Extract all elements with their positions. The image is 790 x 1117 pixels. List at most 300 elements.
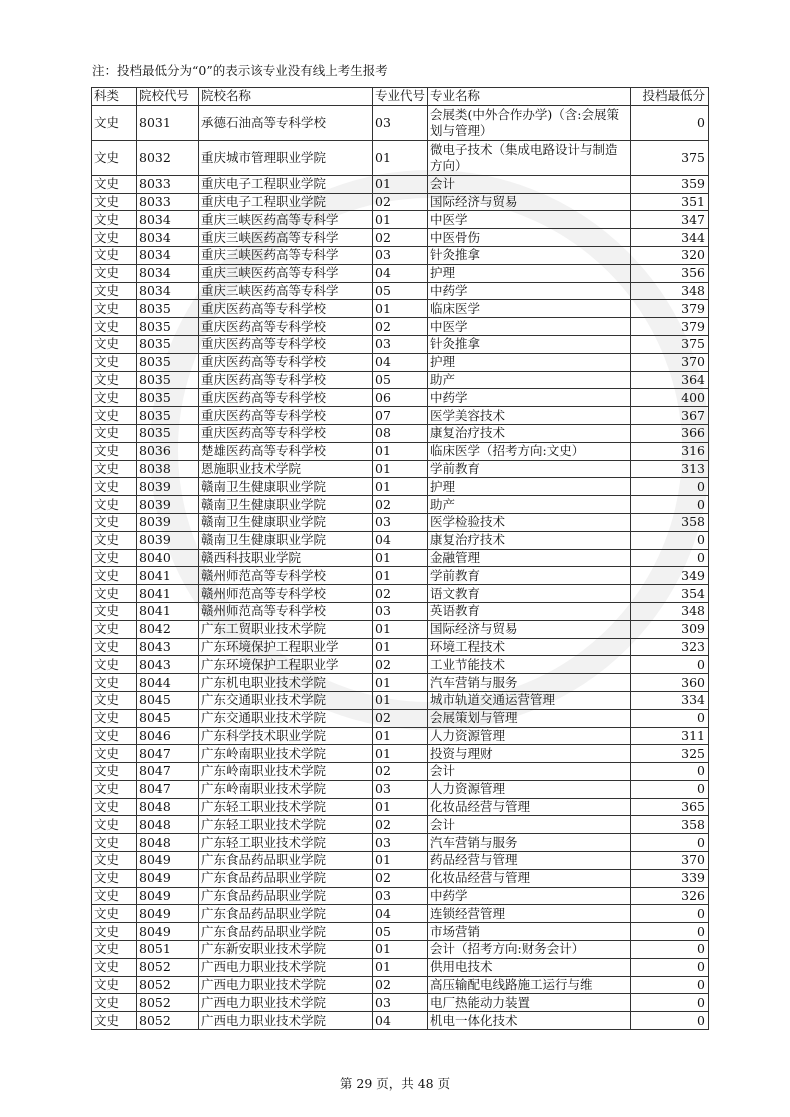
min-score-cell: 0 xyxy=(631,941,709,959)
major-name-cell: 城市轨道交通运营管理 xyxy=(428,691,631,709)
school-code-cell: 8052 xyxy=(137,958,199,976)
school-name-cell: 广东交通职业技术学院 xyxy=(199,691,373,709)
major-name-cell: 中药学 xyxy=(428,389,631,407)
school-code-cell: 8040 xyxy=(137,549,199,567)
school-code-cell: 8052 xyxy=(137,1012,199,1030)
category-cell: 文史 xyxy=(92,958,137,976)
school-name-cell: 广东轻工职业技术学院 xyxy=(199,798,373,816)
major-code-cell: 02 xyxy=(373,656,428,674)
table-header-row xyxy=(92,88,709,106)
major-code-cell: 04 xyxy=(373,353,428,371)
major-name-cell: 人力资源管理 xyxy=(428,727,631,745)
major-code-cell: 02 xyxy=(373,869,428,887)
min-score-cell: 344 xyxy=(631,229,709,247)
school-code-cell: 8035 xyxy=(137,371,199,389)
school-code-cell: 8039 xyxy=(137,531,199,549)
major-name-cell: 临床医学 xyxy=(428,300,631,318)
min-score-cell: 347 xyxy=(631,211,709,229)
school-name-cell: 承德石油高等专科学校 xyxy=(199,105,373,140)
category-cell: 文史 xyxy=(92,211,137,229)
category-cell: 文史 xyxy=(92,976,137,994)
min-score-cell: 0 xyxy=(631,105,709,140)
school-code-cell: 8042 xyxy=(137,620,199,638)
category-cell: 文史 xyxy=(92,1012,137,1030)
school-name-cell: 重庆三峡医药高等专科学 xyxy=(199,264,373,282)
category-cell: 文史 xyxy=(92,424,137,442)
category-cell: 文史 xyxy=(92,709,137,727)
table-row xyxy=(92,567,709,585)
table-row xyxy=(92,691,709,709)
category-cell: 文史 xyxy=(92,727,137,745)
table-row xyxy=(92,905,709,923)
page-note: 注：投档最低分为“0”的表示该专业没有线上考生报考 xyxy=(92,63,388,78)
major-name-cell: 助产 xyxy=(428,496,631,514)
table-row xyxy=(92,264,709,282)
table-row xyxy=(92,869,709,887)
table-row xyxy=(92,229,709,247)
category-cell: 文史 xyxy=(92,923,137,941)
table-row xyxy=(92,923,709,941)
min-score-cell: 349 xyxy=(631,567,709,585)
table-row xyxy=(92,585,709,603)
school-name-cell: 广东新安职业技术学院 xyxy=(199,941,373,959)
table-row xyxy=(92,958,709,976)
school-name-cell: 广东工贸职业技术学院 xyxy=(199,620,373,638)
header-major-name: 专业名称 xyxy=(428,88,631,106)
major-name-cell: 会计 xyxy=(428,763,631,781)
min-score-cell: 320 xyxy=(631,246,709,264)
category-cell: 文史 xyxy=(92,460,137,478)
major-code-cell: 01 xyxy=(373,691,428,709)
school-code-cell: 8034 xyxy=(137,282,199,300)
category-cell: 文史 xyxy=(92,140,137,175)
table-row xyxy=(92,709,709,727)
major-code-cell: 03 xyxy=(373,335,428,353)
school-name-cell: 广东轻工职业技术学院 xyxy=(199,834,373,852)
school-code-cell: 8048 xyxy=(137,816,199,834)
min-score-cell: 400 xyxy=(631,389,709,407)
school-name-cell: 广东食品药品职业学院 xyxy=(199,887,373,905)
school-name-cell: 楚雄医药高等专科学校 xyxy=(199,442,373,460)
school-code-cell: 8038 xyxy=(137,460,199,478)
category-cell: 文史 xyxy=(92,442,137,460)
major-name-cell: 康复治疗技术 xyxy=(428,424,631,442)
school-name-cell: 广东机电职业技术学院 xyxy=(199,674,373,692)
min-score-cell: 0 xyxy=(631,780,709,798)
category-cell: 文史 xyxy=(92,282,137,300)
major-code-cell: 01 xyxy=(373,958,428,976)
major-name-cell: 会展类(中外合作办学)（含:会展策划与管理） xyxy=(428,105,631,140)
table-row xyxy=(92,1012,709,1030)
table-row xyxy=(92,105,709,140)
school-code-cell: 8036 xyxy=(137,442,199,460)
major-code-cell: 04 xyxy=(373,264,428,282)
major-name-cell: 化妆品经营与管理 xyxy=(428,798,631,816)
major-code-cell: 01 xyxy=(373,567,428,585)
category-cell: 文史 xyxy=(92,852,137,870)
major-name-cell: 连锁经营管理 xyxy=(428,905,631,923)
table-row xyxy=(92,674,709,692)
school-code-cell: 8035 xyxy=(137,318,199,336)
school-name-cell: 广东交通职业技术学院 xyxy=(199,709,373,727)
category-cell: 文史 xyxy=(92,745,137,763)
major-code-cell: 01 xyxy=(373,941,428,959)
min-score-cell: 375 xyxy=(631,335,709,353)
major-code-cell: 01 xyxy=(373,620,428,638)
table-row xyxy=(92,175,709,193)
school-code-cell: 8049 xyxy=(137,905,199,923)
table-row xyxy=(92,496,709,514)
school-code-cell: 8035 xyxy=(137,300,199,318)
major-code-cell: 01 xyxy=(373,727,428,745)
category-cell: 文史 xyxy=(92,798,137,816)
school-code-cell: 8033 xyxy=(137,175,199,193)
school-name-cell: 重庆医药高等专科学校 xyxy=(199,300,373,318)
major-name-cell: 英语教育 xyxy=(428,602,631,620)
school-code-cell: 8051 xyxy=(137,941,199,959)
major-name-cell: 助产 xyxy=(428,371,631,389)
school-name-cell: 广东轻工职业技术学院 xyxy=(199,816,373,834)
major-name-cell: 康复治疗技术 xyxy=(428,531,631,549)
school-code-cell: 8041 xyxy=(137,567,199,585)
major-name-cell: 临床医学（招考方向:文史） xyxy=(428,442,631,460)
table-row xyxy=(92,442,709,460)
major-code-cell: 03 xyxy=(373,887,428,905)
major-code-cell: 03 xyxy=(373,105,428,140)
major-code-cell: 02 xyxy=(373,709,428,727)
major-code-cell: 06 xyxy=(373,389,428,407)
major-code-cell: 05 xyxy=(373,371,428,389)
major-name-cell: 中医骨伤 xyxy=(428,229,631,247)
major-name-cell: 学前教育 xyxy=(428,460,631,478)
school-code-cell: 8048 xyxy=(137,798,199,816)
major-name-cell: 会计（招考方向:财务会计） xyxy=(428,941,631,959)
major-code-cell: 01 xyxy=(373,549,428,567)
category-cell: 文史 xyxy=(92,513,137,531)
min-score-cell: 326 xyxy=(631,887,709,905)
school-code-cell: 8034 xyxy=(137,246,199,264)
table-row xyxy=(92,513,709,531)
school-code-cell: 8049 xyxy=(137,869,199,887)
school-code-cell: 8049 xyxy=(137,852,199,870)
major-name-cell: 高压输配电线路施工运行与维 xyxy=(428,976,631,994)
major-code-cell: 01 xyxy=(373,798,428,816)
min-score-cell: 0 xyxy=(631,1012,709,1030)
school-name-cell: 广东食品药品职业学院 xyxy=(199,852,373,870)
major-code-cell: 02 xyxy=(373,585,428,603)
school-code-cell: 8044 xyxy=(137,674,199,692)
major-code-cell: 01 xyxy=(373,460,428,478)
school-code-cell: 8045 xyxy=(137,709,199,727)
school-name-cell: 重庆医药高等专科学校 xyxy=(199,407,373,425)
category-cell: 文史 xyxy=(92,887,137,905)
school-code-cell: 8047 xyxy=(137,780,199,798)
major-name-cell: 语文教育 xyxy=(428,585,631,603)
min-score-cell: 366 xyxy=(631,424,709,442)
table-row xyxy=(92,282,709,300)
major-code-cell: 04 xyxy=(373,905,428,923)
table-row xyxy=(92,246,709,264)
school-code-cell: 8049 xyxy=(137,923,199,941)
major-name-cell: 汽车营销与服务 xyxy=(428,674,631,692)
category-cell: 文史 xyxy=(92,246,137,264)
major-name-cell: 机电一体化技术 xyxy=(428,1012,631,1030)
school-name-cell: 重庆城市管理职业学院 xyxy=(199,140,373,175)
category-cell: 文史 xyxy=(92,175,137,193)
school-name-cell: 重庆电子工程职业学院 xyxy=(199,193,373,211)
min-score-cell: 0 xyxy=(631,763,709,781)
page-footer: 第 29 页，共 48 页 xyxy=(339,1076,451,1091)
min-score-cell: 0 xyxy=(631,994,709,1012)
school-name-cell: 重庆三峡医药高等专科学 xyxy=(199,282,373,300)
category-cell: 文史 xyxy=(92,941,137,959)
min-score-cell: 356 xyxy=(631,264,709,282)
table-row xyxy=(92,300,709,318)
school-name-cell: 恩施职业技术学院 xyxy=(199,460,373,478)
category-cell: 文史 xyxy=(92,300,137,318)
major-name-cell: 投资与理财 xyxy=(428,745,631,763)
category-cell: 文史 xyxy=(92,229,137,247)
min-score-cell: 370 xyxy=(631,852,709,870)
major-code-cell: 01 xyxy=(373,300,428,318)
table-row xyxy=(92,424,709,442)
major-code-cell: 03 xyxy=(373,994,428,1012)
school-code-cell: 8035 xyxy=(137,424,199,442)
min-score-cell: 316 xyxy=(631,442,709,460)
min-score-cell: 0 xyxy=(631,656,709,674)
min-score-cell: 0 xyxy=(631,834,709,852)
category-cell: 文史 xyxy=(92,691,137,709)
min-score-cell: 348 xyxy=(631,282,709,300)
school-name-cell: 广东岭南职业技术学院 xyxy=(199,745,373,763)
school-code-cell: 8034 xyxy=(137,264,199,282)
major-name-cell: 会展策划与管理 xyxy=(428,709,631,727)
school-code-cell: 8049 xyxy=(137,887,199,905)
major-code-cell: 05 xyxy=(373,282,428,300)
school-name-cell: 赣南卫生健康职业学院 xyxy=(199,531,373,549)
school-name-cell: 赣南卫生健康职业学院 xyxy=(199,496,373,514)
min-score-cell: 313 xyxy=(631,460,709,478)
major-code-cell: 01 xyxy=(373,745,428,763)
school-code-cell: 8032 xyxy=(137,140,199,175)
category-cell: 文史 xyxy=(92,780,137,798)
category-cell: 文史 xyxy=(92,193,137,211)
category-cell: 文史 xyxy=(92,371,137,389)
category-cell: 文史 xyxy=(92,869,137,887)
min-score-cell: 0 xyxy=(631,923,709,941)
major-name-cell: 会计 xyxy=(428,175,631,193)
major-code-cell: 01 xyxy=(373,674,428,692)
major-code-cell: 01 xyxy=(373,638,428,656)
header-category: 科类 xyxy=(92,88,137,106)
major-name-cell: 会计 xyxy=(428,816,631,834)
school-code-cell: 8034 xyxy=(137,211,199,229)
major-code-cell: 04 xyxy=(373,531,428,549)
school-name-cell: 赣州师范高等专科学校 xyxy=(199,567,373,585)
school-name-cell: 重庆医药高等专科学校 xyxy=(199,318,373,336)
table-row xyxy=(92,994,709,1012)
min-score-cell: 0 xyxy=(631,478,709,496)
major-name-cell: 微电子技术（集成电路设计与制造方向） xyxy=(428,140,631,175)
major-name-cell: 供用电技术 xyxy=(428,958,631,976)
min-score-cell: 0 xyxy=(631,496,709,514)
min-score-cell: 375 xyxy=(631,140,709,175)
category-cell: 文史 xyxy=(92,496,137,514)
table-row xyxy=(92,460,709,478)
min-score-cell: 354 xyxy=(631,585,709,603)
school-name-cell: 重庆电子工程职业学院 xyxy=(199,175,373,193)
table-row xyxy=(92,335,709,353)
table-row xyxy=(92,976,709,994)
min-score-cell: 0 xyxy=(631,549,709,567)
category-cell: 文史 xyxy=(92,638,137,656)
major-name-cell: 电厂热能动力装置 xyxy=(428,994,631,1012)
min-score-cell: 0 xyxy=(631,709,709,727)
major-code-cell: 02 xyxy=(373,496,428,514)
school-name-cell: 广西电力职业技术学院 xyxy=(199,994,373,1012)
school-name-cell: 重庆三峡医药高等专科学 xyxy=(199,246,373,264)
major-code-cell: 02 xyxy=(373,229,428,247)
header-major-code: 专业代号 xyxy=(373,88,428,106)
table-row xyxy=(92,745,709,763)
major-code-cell: 03 xyxy=(373,513,428,531)
major-name-cell: 医学检验技术 xyxy=(428,513,631,531)
min-score-cell: 365 xyxy=(631,798,709,816)
table-row xyxy=(92,549,709,567)
school-code-cell: 8039 xyxy=(137,513,199,531)
table-row xyxy=(92,140,709,175)
min-score-cell: 325 xyxy=(631,745,709,763)
major-code-cell: 03 xyxy=(373,834,428,852)
major-name-cell: 护理 xyxy=(428,478,631,496)
category-cell: 文史 xyxy=(92,389,137,407)
school-name-cell: 重庆医药高等专科学校 xyxy=(199,335,373,353)
school-code-cell: 8041 xyxy=(137,602,199,620)
school-code-cell: 8047 xyxy=(137,745,199,763)
min-score-cell: 358 xyxy=(631,816,709,834)
school-name-cell: 广西电力职业技术学院 xyxy=(199,1012,373,1030)
major-code-cell: 02 xyxy=(373,763,428,781)
major-name-cell: 医学美容技术 xyxy=(428,407,631,425)
min-score-cell: 367 xyxy=(631,407,709,425)
major-code-cell: 03 xyxy=(373,246,428,264)
school-code-cell: 8045 xyxy=(137,691,199,709)
table-row xyxy=(92,602,709,620)
category-cell: 文史 xyxy=(92,585,137,603)
major-name-cell: 中医学 xyxy=(428,318,631,336)
school-code-cell: 8043 xyxy=(137,656,199,674)
min-score-cell: 334 xyxy=(631,691,709,709)
school-name-cell: 广东食品药品职业学院 xyxy=(199,923,373,941)
table-row xyxy=(92,941,709,959)
school-code-cell: 8043 xyxy=(137,638,199,656)
category-cell: 文史 xyxy=(92,407,137,425)
major-code-cell: 04 xyxy=(373,1012,428,1030)
min-score-cell: 0 xyxy=(631,976,709,994)
min-score-cell: 348 xyxy=(631,602,709,620)
category-cell: 文史 xyxy=(92,105,137,140)
school-name-cell: 广东食品药品职业学院 xyxy=(199,869,373,887)
min-score-cell: 364 xyxy=(631,371,709,389)
category-cell: 文史 xyxy=(92,656,137,674)
table-row xyxy=(92,798,709,816)
min-score-cell: 359 xyxy=(631,175,709,193)
school-code-cell: 8035 xyxy=(137,389,199,407)
category-cell: 文史 xyxy=(92,549,137,567)
major-name-cell: 工业节能技术 xyxy=(428,656,631,674)
table-row xyxy=(92,656,709,674)
table-row xyxy=(92,887,709,905)
major-name-cell: 汽车营销与服务 xyxy=(428,834,631,852)
table-row xyxy=(92,371,709,389)
school-name-cell: 广东环境保护工程职业学 xyxy=(199,638,373,656)
school-name-cell: 赣西科技职业学院 xyxy=(199,549,373,567)
school-name-cell: 广西电力职业技术学院 xyxy=(199,976,373,994)
school-code-cell: 8046 xyxy=(137,727,199,745)
school-code-cell: 8033 xyxy=(137,193,199,211)
major-code-cell: 01 xyxy=(373,211,428,229)
table-row xyxy=(92,193,709,211)
major-name-cell: 人力资源管理 xyxy=(428,780,631,798)
min-score-cell: 0 xyxy=(631,531,709,549)
category-cell: 文史 xyxy=(92,531,137,549)
school-code-cell: 8039 xyxy=(137,496,199,514)
min-score-cell: 0 xyxy=(631,958,709,976)
category-cell: 文史 xyxy=(92,602,137,620)
school-code-cell: 8031 xyxy=(137,105,199,140)
major-code-cell: 08 xyxy=(373,424,428,442)
school-code-cell: 8052 xyxy=(137,976,199,994)
min-score-cell: 309 xyxy=(631,620,709,638)
major-name-cell: 国际经济与贸易 xyxy=(428,620,631,638)
school-code-cell: 8034 xyxy=(137,229,199,247)
header-school-name: 院校名称 xyxy=(199,88,373,106)
table-row xyxy=(92,407,709,425)
school-name-cell: 重庆医药高等专科学校 xyxy=(199,353,373,371)
category-cell: 文史 xyxy=(92,264,137,282)
admission-score-table xyxy=(91,87,709,1030)
category-cell: 文史 xyxy=(92,335,137,353)
table-row xyxy=(92,318,709,336)
major-code-cell: 07 xyxy=(373,407,428,425)
major-name-cell: 护理 xyxy=(428,353,631,371)
min-score-cell: 358 xyxy=(631,513,709,531)
school-name-cell: 重庆医药高等专科学校 xyxy=(199,371,373,389)
table-row xyxy=(92,638,709,656)
category-cell: 文史 xyxy=(92,353,137,371)
school-name-cell: 赣州师范高等专科学校 xyxy=(199,585,373,603)
school-name-cell: 重庆医药高等专科学校 xyxy=(199,389,373,407)
major-code-cell: 03 xyxy=(373,780,428,798)
school-name-cell: 赣州师范高等专科学校 xyxy=(199,602,373,620)
school-code-cell: 8035 xyxy=(137,335,199,353)
category-cell: 文史 xyxy=(92,816,137,834)
table-row xyxy=(92,852,709,870)
school-name-cell: 广东科学技术职业学院 xyxy=(199,727,373,745)
major-name-cell: 护理 xyxy=(428,264,631,282)
category-cell: 文史 xyxy=(92,994,137,1012)
min-score-cell: 379 xyxy=(631,318,709,336)
category-cell: 文史 xyxy=(92,834,137,852)
major-code-cell: 01 xyxy=(373,140,428,175)
table-body xyxy=(92,105,709,1029)
category-cell: 文史 xyxy=(92,567,137,585)
min-score-cell: 323 xyxy=(631,638,709,656)
major-code-cell: 02 xyxy=(373,976,428,994)
min-score-cell: 311 xyxy=(631,727,709,745)
table-row xyxy=(92,478,709,496)
school-name-cell: 广西电力职业技术学院 xyxy=(199,958,373,976)
